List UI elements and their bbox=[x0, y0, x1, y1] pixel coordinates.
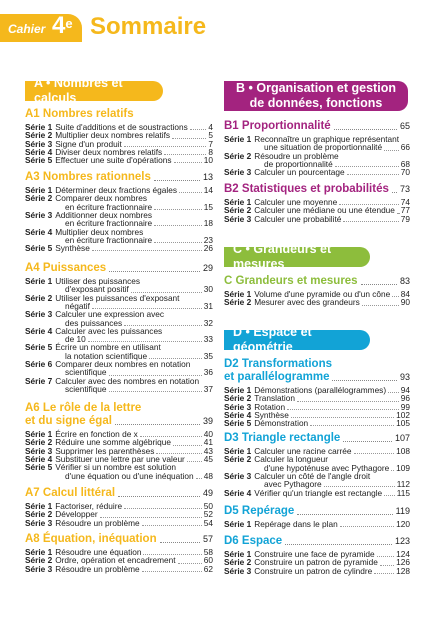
dot-leader bbox=[142, 565, 202, 572]
dot-leader bbox=[100, 510, 202, 517]
serie-label: Série 4 bbox=[224, 409, 252, 420]
serie-label: Série 2 bbox=[25, 292, 53, 303]
dot-leader bbox=[179, 186, 202, 193]
entry-page: 18 bbox=[203, 218, 213, 229]
section-banner-text: C • Grandeurs et mesures bbox=[233, 242, 332, 271]
serie-label: Série 1 bbox=[25, 122, 53, 132]
entry-page: 124 bbox=[396, 549, 410, 559]
entry-page: 84 bbox=[400, 289, 410, 299]
dot-leader bbox=[173, 438, 202, 445]
serie-label: Série 1 bbox=[25, 185, 53, 195]
dot-leader bbox=[310, 419, 394, 426]
chapter-title bbox=[25, 402, 213, 415]
serie-label: Série 2 bbox=[25, 437, 53, 448]
entry-text: Démonstration bbox=[254, 418, 309, 429]
entry-page: 50 bbox=[203, 501, 213, 511]
entry-page: 26 bbox=[203, 243, 213, 254]
entry-text: négatif bbox=[65, 300, 90, 311]
entry-page: 128 bbox=[396, 565, 410, 576]
entry-page: 90 bbox=[400, 297, 410, 308]
chapter-title bbox=[25, 533, 213, 546]
serie-label: Série 1 bbox=[25, 547, 53, 557]
entry-page: 115 bbox=[396, 487, 410, 498]
chapter-title-text: A4 Puissances bbox=[25, 262, 107, 274]
toc-entry[interactable] bbox=[25, 565, 213, 574]
entry-text: Signe d'un produit bbox=[55, 138, 122, 149]
level-sup: e bbox=[65, 16, 73, 31]
entry-text: Translation bbox=[254, 393, 295, 404]
serie-label: Série 2 bbox=[25, 130, 53, 141]
chapter-page: 65 bbox=[399, 121, 410, 131]
serie-label: Série 3 bbox=[224, 565, 252, 576]
chapter-title-text: C Grandeurs et mesures bbox=[224, 275, 358, 287]
section-banner-c bbox=[224, 242, 370, 271]
entry-text: Calculer la longueur bbox=[254, 454, 329, 465]
chapter-title bbox=[224, 358, 410, 371]
entry-text: Calculer une médiane ou une étendue bbox=[254, 205, 395, 216]
dot-leader bbox=[339, 198, 399, 205]
dot-leader bbox=[343, 215, 398, 222]
serie-label: Série 3 bbox=[25, 517, 53, 528]
chapter-title bbox=[25, 171, 213, 184]
toc-entry[interactable] bbox=[224, 215, 410, 224]
entry-text: de proportionnalité bbox=[264, 158, 333, 169]
entry-text: Démonstrations (parallélogrammes) bbox=[254, 385, 387, 395]
entry-page: 15 bbox=[203, 201, 213, 212]
serie-label: Série 2 bbox=[25, 193, 53, 204]
serie-label: Série 5 bbox=[25, 342, 53, 353]
entry-page: 8 bbox=[208, 146, 213, 157]
serie-label: Série 5 bbox=[224, 418, 252, 429]
dot-leader bbox=[92, 302, 202, 309]
serie-label: Série 2 bbox=[224, 557, 252, 568]
entry-text: Ordre, opération et encadrement bbox=[55, 555, 176, 566]
chapter-title-text: A3 Nombres rationnels bbox=[25, 171, 151, 183]
entry-text: Factoriser, réduire bbox=[55, 501, 123, 511]
entry-text: une situation de proportionnalité bbox=[264, 142, 383, 153]
serie-label: Série 1 bbox=[224, 134, 252, 144]
entry-page: 40 bbox=[203, 429, 213, 439]
serie-label: Série 3 bbox=[224, 213, 252, 224]
entry-text: Construire un patron de pyramide bbox=[254, 557, 378, 568]
entry-text: Calculer un côté de l'angle droit bbox=[254, 470, 371, 481]
dot-leader bbox=[164, 148, 206, 155]
toc-entry[interactable] bbox=[25, 519, 213, 528]
entry-text: en écriture fractionnaire bbox=[65, 234, 153, 245]
entry-text: Vérifier si un nombre est solution bbox=[55, 462, 177, 473]
entry-text: Calculer avec les puissances bbox=[55, 325, 163, 336]
chapter-page: 123 bbox=[394, 536, 410, 546]
toc-entry[interactable] bbox=[224, 298, 410, 307]
entry-text: Mesurer avec des grandeurs bbox=[254, 297, 360, 308]
dot-leader bbox=[109, 368, 202, 375]
serie-label: Série 5 bbox=[25, 462, 53, 473]
serie-label: Série 2 bbox=[224, 297, 252, 308]
chapter-title-text: D5 Repérage bbox=[224, 505, 295, 517]
dot-leader bbox=[297, 505, 392, 515]
dot-leader bbox=[287, 403, 399, 410]
entry-text: de 10 bbox=[65, 334, 86, 345]
entry-text: Calculer une probabilité bbox=[254, 213, 342, 224]
toc-entry[interactable] bbox=[25, 472, 213, 481]
chapter-title bbox=[25, 262, 213, 275]
chapter-title-text: D6 Espace bbox=[224, 535, 283, 547]
entry-text: scientifique bbox=[65, 383, 107, 394]
entry-page: 5 bbox=[208, 130, 213, 141]
entry-page: 36 bbox=[203, 367, 213, 378]
entry-page: 31 bbox=[203, 300, 213, 311]
chapter-title-text: B2 Statistiques et probabilités bbox=[224, 183, 389, 195]
entry-text: Calculer une racine carrée bbox=[254, 446, 352, 456]
entry-page: 10 bbox=[203, 155, 213, 166]
dot-leader bbox=[347, 168, 399, 175]
section-banner-a bbox=[25, 76, 163, 105]
dot-leader bbox=[190, 123, 207, 130]
entry-page: 102 bbox=[396, 409, 410, 420]
serie-label: Série 2 bbox=[224, 150, 252, 161]
entry-text: la notation scientifique bbox=[65, 350, 148, 361]
chapter-title-text: D3 Triangle rectangle bbox=[224, 432, 341, 444]
dot-leader bbox=[88, 335, 202, 342]
entry-text: Repérage dans le plan bbox=[254, 519, 338, 529]
chapter-title bbox=[224, 183, 410, 196]
section-banner-d bbox=[224, 325, 370, 354]
chapter-page: 119 bbox=[395, 506, 410, 516]
chapter-page: 83 bbox=[399, 276, 410, 286]
entry-page: 43 bbox=[203, 445, 213, 456]
dot-leader bbox=[391, 464, 394, 471]
dot-leader bbox=[377, 550, 395, 557]
toc-entry[interactable] bbox=[25, 244, 213, 253]
entry-text: Résoudre un problème bbox=[254, 150, 339, 161]
entry-text: Utiliser les puissances d'exposant bbox=[55, 292, 180, 303]
chapter-title bbox=[224, 371, 410, 384]
dot-leader bbox=[361, 275, 397, 285]
dot-leader bbox=[140, 430, 202, 437]
dot-leader bbox=[92, 244, 202, 251]
entry-page: 126 bbox=[396, 557, 410, 568]
serie-label: Série 4 bbox=[25, 453, 53, 464]
dot-leader bbox=[124, 502, 202, 509]
serie-label: Série 3 bbox=[25, 563, 53, 574]
entry-text: Comparer deux nombres en notation bbox=[55, 359, 191, 369]
toc-entry[interactable] bbox=[25, 385, 213, 394]
section-banner-text-2: de données, fonctions bbox=[249, 96, 383, 110]
chapter-page: 57 bbox=[202, 534, 213, 544]
chapter-title bbox=[224, 432, 410, 445]
entry-text: Suite d'additions et de soustractions bbox=[55, 122, 188, 132]
entry-text: Écrire un nombre en utilisant bbox=[55, 342, 161, 353]
section-banner-text: B • Organisation et gestion bbox=[236, 81, 396, 95]
dot-leader bbox=[285, 535, 392, 545]
entry-text: Développer bbox=[55, 509, 98, 520]
entry-text: Résoudre une équation bbox=[55, 547, 142, 557]
entry-page: 99 bbox=[400, 401, 410, 412]
dot-leader bbox=[343, 432, 392, 442]
toc-entry[interactable] bbox=[224, 419, 410, 428]
dot-leader bbox=[154, 219, 202, 226]
dot-leader bbox=[124, 319, 202, 326]
dot-leader bbox=[392, 290, 399, 297]
section-banner-text: A • Nombres et calculs bbox=[34, 76, 123, 105]
entry-text: scientifique bbox=[65, 367, 107, 378]
entry-text: Déterminer deux fractions égales bbox=[55, 185, 177, 195]
entry-page: 41 bbox=[203, 437, 213, 448]
entry-page: 54 bbox=[203, 517, 213, 528]
toc-entry[interactable] bbox=[25, 156, 213, 165]
entry-page: 23 bbox=[203, 234, 213, 245]
serie-label: Série 5 bbox=[25, 155, 53, 166]
cahier-label: Cahier bbox=[8, 22, 46, 36]
toc-entry[interactable] bbox=[224, 567, 410, 576]
entry-page: 7 bbox=[208, 138, 213, 149]
chapter-page: 29 bbox=[202, 263, 213, 273]
dot-leader bbox=[384, 489, 395, 496]
entry-page: 70 bbox=[400, 167, 410, 178]
entry-text: Multiplier deux nombres relatifs bbox=[55, 130, 171, 141]
serie-label: Série 4 bbox=[25, 226, 53, 237]
entry-page: 77 bbox=[400, 205, 410, 216]
serie-label: Série 3 bbox=[25, 138, 53, 149]
entry-text: Réduire une somme algébrique bbox=[55, 437, 171, 448]
entry-page: 58 bbox=[203, 547, 213, 557]
dot-leader bbox=[156, 447, 201, 454]
serie-label: Série 1 bbox=[224, 446, 252, 456]
dot-leader bbox=[392, 183, 397, 193]
chapter-title bbox=[224, 505, 410, 518]
section-banner-text: D • Espace et géométrie bbox=[233, 325, 312, 354]
dot-leader bbox=[374, 567, 394, 574]
serie-label: Série 4 bbox=[224, 487, 252, 498]
dot-leader bbox=[109, 385, 202, 392]
chapter-page: 13 bbox=[202, 172, 213, 182]
serie-label: Série 2 bbox=[25, 555, 53, 566]
dot-leader bbox=[196, 472, 202, 479]
entry-text: d'exposant positif bbox=[65, 284, 129, 295]
entry-page: 109 bbox=[396, 462, 410, 473]
serie-label: Série 6 bbox=[25, 359, 53, 369]
serie-label: Série 3 bbox=[224, 167, 252, 178]
chapter-title-text: et parallélogramme bbox=[224, 371, 330, 383]
dot-leader bbox=[397, 206, 399, 213]
serie-label: Série 1 bbox=[224, 385, 252, 395]
chapter-title bbox=[224, 535, 410, 548]
toc-entry[interactable] bbox=[224, 168, 410, 177]
dot-leader bbox=[291, 411, 394, 418]
chapter-title bbox=[25, 108, 213, 121]
entry-page: 45 bbox=[203, 453, 213, 464]
serie-label: Série 1 bbox=[224, 549, 252, 559]
entry-page: 94 bbox=[400, 385, 410, 395]
entry-page: 14 bbox=[203, 185, 213, 195]
serie-label: Série 1 bbox=[224, 519, 252, 529]
entry-page: 48 bbox=[203, 470, 213, 481]
entry-text: Substituer une lettre par une valeur bbox=[55, 453, 185, 464]
dot-leader bbox=[149, 352, 202, 359]
dot-leader bbox=[362, 298, 399, 305]
serie-label: Série 2 bbox=[25, 509, 53, 520]
entry-text: Résoudre un problème bbox=[55, 563, 140, 574]
serie-label: Série 1 bbox=[224, 197, 252, 207]
entry-page: 108 bbox=[396, 446, 410, 456]
serie-label: Série 3 bbox=[224, 470, 252, 481]
chapter-title-text: A8 Équation, inéquation bbox=[25, 533, 157, 545]
chapter-title bbox=[224, 275, 410, 288]
dot-leader bbox=[384, 143, 399, 150]
entry-text: Calculer avec des nombres en notation bbox=[55, 375, 200, 386]
entry-text: d'une équation ou d'une inéquation bbox=[65, 470, 194, 481]
toc-entry[interactable] bbox=[224, 520, 410, 529]
entry-page: 68 bbox=[400, 158, 410, 169]
dot-leader bbox=[160, 533, 200, 543]
dot-leader bbox=[142, 519, 202, 526]
dot-leader bbox=[154, 171, 200, 181]
dot-leader bbox=[335, 160, 399, 167]
entry-page: 74 bbox=[400, 197, 410, 207]
entry-text: Écrire en fonction de x bbox=[55, 429, 138, 439]
entry-text: Comparer deux nombres bbox=[55, 193, 147, 204]
serie-label: Série 3 bbox=[25, 209, 53, 220]
cahier-level bbox=[52, 14, 73, 38]
dot-leader bbox=[143, 548, 201, 555]
dot-leader bbox=[178, 556, 202, 563]
header bbox=[0, 0, 435, 44]
entry-page: 4 bbox=[208, 122, 213, 132]
entry-text: Vérifier qu'un triangle est rectangle bbox=[254, 487, 383, 498]
entry-page: 33 bbox=[203, 334, 213, 345]
entry-text: en écriture fractionnaire bbox=[65, 218, 153, 229]
chapter-title-text: A1 Nombres relatifs bbox=[25, 108, 134, 120]
entry-page: 96 bbox=[400, 393, 410, 404]
entry-text: Synthèse bbox=[254, 409, 289, 420]
entry-text: Volume d'une pyramide ou d'un cône bbox=[254, 289, 391, 299]
entry-page: 52 bbox=[203, 509, 213, 520]
dot-leader bbox=[131, 285, 202, 292]
dot-leader bbox=[380, 558, 394, 565]
dot-leader bbox=[118, 487, 200, 497]
serie-label: Série 2 bbox=[224, 205, 252, 216]
chapter-title-text: A7 Calcul littéral bbox=[25, 487, 116, 499]
dot-leader bbox=[172, 131, 206, 138]
entry-text: Résoudre un problème bbox=[55, 517, 140, 528]
entry-text: Calculer une moyenne bbox=[254, 197, 338, 207]
chapter-title-text: et du signe égal bbox=[25, 415, 112, 427]
dot-leader bbox=[124, 140, 207, 147]
toc-entry[interactable] bbox=[224, 489, 410, 498]
dot-leader bbox=[154, 203, 202, 210]
entry-text: Calculer un pourcentage bbox=[254, 167, 345, 178]
chapter-title-text: B1 Proportionnalité bbox=[224, 120, 331, 132]
chapter-title bbox=[25, 487, 213, 500]
entry-text: Multiplier deux nombres bbox=[55, 226, 144, 237]
dot-leader bbox=[187, 455, 202, 462]
chapter-page: 73 bbox=[399, 184, 410, 194]
serie-label: Série 5 bbox=[25, 243, 53, 254]
entry-text: Diviser deux nombres relatifs bbox=[55, 146, 163, 157]
entry-page: 35 bbox=[203, 350, 213, 361]
entry-text: avec Pythagore bbox=[264, 479, 322, 490]
entry-text: Effectuer une suite d'opérations bbox=[55, 155, 172, 166]
dot-leader bbox=[354, 447, 395, 454]
entry-text: d'une hypoténuse avec Pythagore bbox=[264, 462, 390, 473]
chapter-title bbox=[25, 415, 213, 428]
entry-text: Utiliser des puissances bbox=[55, 276, 141, 286]
serie-label: Série 1 bbox=[25, 429, 53, 439]
dot-leader bbox=[297, 394, 399, 401]
entry-page: 62 bbox=[203, 563, 213, 574]
entry-text: Synthèse bbox=[55, 243, 90, 254]
entry-page: 105 bbox=[396, 418, 410, 429]
serie-label: Série 2 bbox=[224, 454, 252, 465]
chapter-page: 49 bbox=[202, 488, 213, 498]
level-number: 4 bbox=[52, 12, 66, 39]
serie-label: Série 1 bbox=[224, 289, 252, 299]
chapter-title-text: A6 Le rôle de la lettre bbox=[25, 402, 142, 414]
dot-leader bbox=[174, 156, 202, 163]
serie-label: Série 1 bbox=[25, 276, 53, 286]
entry-page: 120 bbox=[396, 519, 410, 529]
dot-leader bbox=[154, 236, 202, 243]
serie-label: Série 7 bbox=[25, 375, 53, 386]
dot-leader bbox=[115, 415, 200, 425]
section-banner-b bbox=[224, 81, 408, 111]
entry-page: 60 bbox=[203, 555, 213, 566]
dot-leader bbox=[109, 262, 200, 272]
dot-leader bbox=[324, 480, 395, 487]
chapter-title bbox=[224, 120, 410, 133]
entry-text: Calculer une expression avec bbox=[55, 309, 165, 320]
entry-text: Rotation bbox=[254, 401, 286, 412]
chapter-page: 107 bbox=[394, 433, 410, 443]
entry-text: Additionner deux nombres bbox=[55, 209, 153, 220]
entry-page: 32 bbox=[203, 317, 213, 328]
dot-leader bbox=[388, 386, 399, 393]
serie-label: Série 4 bbox=[25, 325, 53, 336]
serie-label: Série 3 bbox=[224, 401, 252, 412]
entry-text: Construire un patron de cylindre bbox=[254, 565, 373, 576]
serie-label: Série 3 bbox=[25, 309, 53, 320]
entry-page: 79 bbox=[400, 213, 410, 224]
entry-page: 30 bbox=[203, 284, 213, 295]
entry-text: Construire une face de pyramide bbox=[254, 549, 375, 559]
serie-label: Série 1 bbox=[25, 501, 53, 511]
page-title: Sommaire bbox=[90, 13, 207, 40]
dot-leader bbox=[340, 520, 394, 527]
serie-label: Série 4 bbox=[25, 146, 53, 157]
entry-page: 112 bbox=[396, 479, 410, 490]
entry-text: Supprimer les parenthèses bbox=[55, 445, 155, 456]
entry-page: 37 bbox=[203, 383, 213, 394]
serie-label: Série 2 bbox=[224, 393, 252, 404]
entry-text: Reconnaître un graphique représentant bbox=[254, 134, 400, 144]
chapter-page: 93 bbox=[399, 372, 410, 382]
chapter-title-text: D2 Transformations bbox=[224, 358, 332, 370]
entry-page: 66 bbox=[400, 142, 410, 153]
serie-label: Série 3 bbox=[25, 445, 53, 456]
entry-text: des puissances bbox=[65, 317, 123, 328]
entry-text: en écriture fractionnaire bbox=[65, 201, 153, 212]
dot-leader bbox=[334, 120, 397, 130]
chapter-page: 39 bbox=[202, 416, 213, 426]
dot-leader bbox=[332, 371, 397, 381]
